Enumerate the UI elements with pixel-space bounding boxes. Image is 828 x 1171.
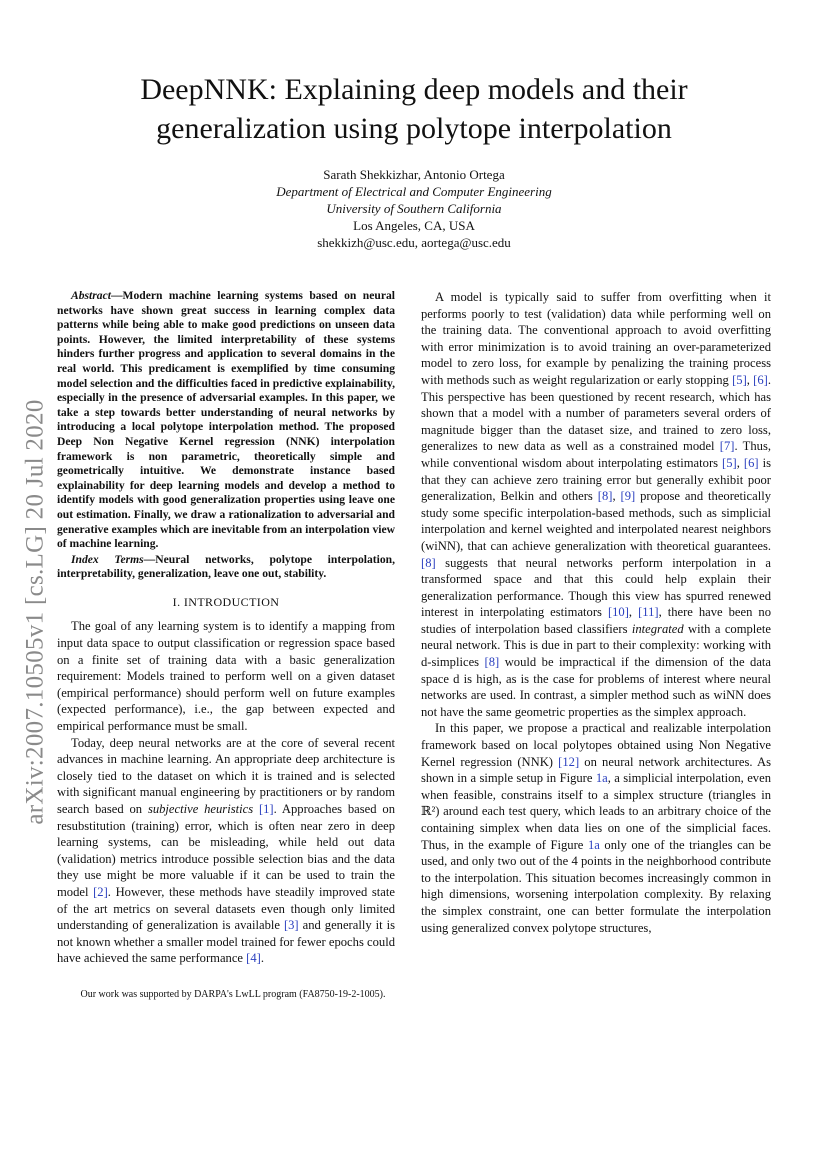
intro-paragraph-2: [57, 735, 395, 967]
left-column: [57, 289, 395, 967]
citation-link[interactable]: [3]: [283, 918, 299, 933]
text-run: ,: [612, 489, 621, 504]
text-run: . However, these methods have steadily improved state of the art metrics on several datasets even though only limited understanding of generalization is available: [57, 884, 395, 933]
text-run: . Approaches based on resubstitution (training) error, which is often near zero in deep learning systems, can be misleading, while held out data (validation) metrics introduce possible selection bias and the data they use might be more valuable if it can be used to train the model: [57, 802, 395, 899]
text-run: only one of the triangles can be used, and only two out of the 4 points in the neighborhood contribute to the interpolation. This situation becomes increasingly common in high dimensions, worsening interpolation complexity. By relaxing the simplex constraint, one can better formulate the interpolation using generalized convex polytope structures,: [421, 837, 772, 935]
citation-link[interactable]: [6]: [743, 455, 759, 470]
text-run: ,: [628, 605, 639, 620]
title-line-2: generalization using polytope interpolation: [156, 112, 672, 145]
citation-link[interactable]: [6]: [753, 372, 768, 387]
paper-header: [60, 70, 768, 251]
citation-link[interactable]: [1]: [258, 802, 274, 816]
emphasis-text: subjective heuristics: [147, 802, 254, 816]
footnote: Our work was supported by DARPA's LwLL program (FA8750-19-2-1005).: [80, 989, 386, 1000]
text-run: would be impractical if the dimension of the data space d is high, as is the case for problems of interest where neural networks are used. In contrast, a simpler method such as wiNN does not have the same geometric properties as the simplex approach.: [421, 655, 771, 719]
author-emails: shekkizh@usc.edu, aortega@usc.edu: [317, 235, 511, 250]
citation-link[interactable]: [10]: [607, 605, 629, 620]
citation-link[interactable]: [5]: [722, 455, 737, 470]
text-run: Today, deep neural networks are at the core of several recent advances in machine learning. An appropriate deep architecture is closely tied to the dataset on which it is trained and is selected with significant manual engineering by practitioners or by random search based on: [57, 735, 395, 816]
text-run: and generally it is not known whether a smaller model trained for fewer epochs could have achieved the same performance: [57, 918, 395, 966]
citation-link[interactable]: [8]: [421, 555, 436, 570]
citation-link[interactable]: [7]: [719, 439, 735, 454]
citation-link[interactable]: [5]: [732, 372, 747, 387]
citation-link[interactable]: [9]: [620, 489, 636, 504]
emphasis-text: integrated: [631, 621, 684, 636]
arxiv-stamp: [18, 377, 54, 847]
text-run: .: [260, 951, 264, 966]
text-run: A model is typically said to suffer from overfitting when it performs poorly to test (validation) data while performing well on the training data. The conventional approach to avoid overfitting with error minimization is to avoid training an over-parameterized model to zero loss, for example by penalizing the training process with methods such as weight regularization or early stopping: [421, 290, 771, 387]
intro-paragraph-4: [421, 720, 771, 936]
text-run: propose and theoretically study some specific interpolation-based methods, such as simplicial interpolation and kernel weighted and interpolated nearest neighbors (wiNN), that can achieve generalization with theoretical guarantees.: [421, 489, 771, 553]
right-column: [421, 289, 771, 936]
text-run: In this paper, we propose a practical and realizable interpolation framework based on local polytopes obtained using Non Negative Kernel regression (NNK): [421, 721, 771, 769]
abstract-lead: Abstract: [71, 289, 111, 302]
text-run: . This perspective has been questioned by recent research, which has shown that a model with a number of parameters several orders of magnitude bigger than the dataset size, and trained to zero loss, generalizes to new data as well as a constrained model: [421, 372, 771, 454]
figure-link[interactable]: 1a: [595, 771, 608, 786]
citation-link[interactable]: [2]: [93, 884, 108, 899]
text-run: , there have been no studies of interpolation based classifiers: [421, 605, 771, 636]
index-terms-text: —Neural networks, polytope interpolation, interpretability, generalization, leave one out, stability.: [57, 552, 395, 581]
section-heading-introduction: I. INTRODUCTION: [172, 594, 280, 609]
intro-paragraph-1: The goal of any learning system is to identify a mapping from input data space to output classification or regression space based on a finite set of training data with a basic generalization requirement: Models trained to perform well on a given dataset (empirical performance) should perform well on future examples (expected performance), i.e., the gap between expected and empirical performance must be small.: [57, 619, 395, 734]
citation-link[interactable]: [12]: [558, 754, 580, 769]
figure-link[interactable]: 1a: [587, 837, 600, 852]
text-run: . Thus, while conventional wisdom about interpolating estimators: [421, 439, 772, 470]
text-run: ,: [746, 372, 754, 387]
citation-link[interactable]: [11]: [638, 605, 659, 620]
text-run: ,: [736, 455, 744, 470]
citation-link[interactable]: [8]: [484, 655, 500, 670]
affiliation-univ: University of Southern California: [326, 201, 502, 216]
arxiv-stamp-text: arXiv:2007.10505v1 [cs.LG] 20 Jul 2020: [22, 399, 49, 825]
text-run: , a simplicial interpolation, even when feasible, constrains itself to a simplex structure (triangles in ℝ²) around each test query, which leads to an arbitrary choice of the containing simplex when data lies on one of the simplicial faces. Thus, in the example of Figure: [421, 771, 771, 852]
affiliation-location: Los Angeles, CA, USA: [353, 218, 475, 233]
authors: Sarath Shekkizhar, Antonio Ortega: [323, 167, 505, 182]
index-terms: [57, 553, 395, 582]
title-line-1: DeepNNK: Explaining deep models and their: [140, 73, 688, 106]
citation-link[interactable]: [8]: [597, 489, 613, 504]
text-run: with a complete neural network. This is due in part to their complexity: working with d-simplices: [421, 621, 771, 670]
paper-title: [60, 70, 768, 148]
index-terms-lead: Index Terms: [71, 552, 144, 566]
citation-link[interactable]: [4]: [246, 951, 261, 966]
text-run: on neural network architectures. As shown in a simple setup in Figure: [421, 754, 771, 786]
abstract-text: —Modern machine learning systems based on neural networks have shown great success in learning complex data patterns while being able to make good predictions on unseen data points. However, the limited interpretability of these systems hinders further progress and application to several domains in the real world. This predicament is exemplified by time consuming model selection and the difficulties faced in predictive explainability, especially in the presence of adversarial examples. In this paper, we take a step towards better understanding of neural networks by introducing a local polytope interpolation method. The proposed Deep Non Negative Kernel regression (NNK) interpolation framework is non parametric, theoretically simple and geometrically intuitive. We demonstrate instance based explainability for deep learning models and develop a method to identify models with good generalization properties using leave one out estimation. Finally, we draw a rationalization to adversarial and generative examples which are inevitable from an interpolation view of machine learning.: [57, 289, 395, 551]
affiliation-dept: Department of Electrical and Computer Engineering: [276, 184, 552, 199]
abstract: [57, 289, 395, 552]
text-run: is that they can achieve zero training error but generally exhibit poor generalization, Belkin and others: [421, 455, 771, 504]
intro-paragraph-3: [421, 289, 771, 720]
text-run: suggests that neural networks perform interpolation in a transformed space and that this could help explain their generalization performance. Though this view has spurred renewed interest in interpolating estimators: [421, 555, 771, 620]
